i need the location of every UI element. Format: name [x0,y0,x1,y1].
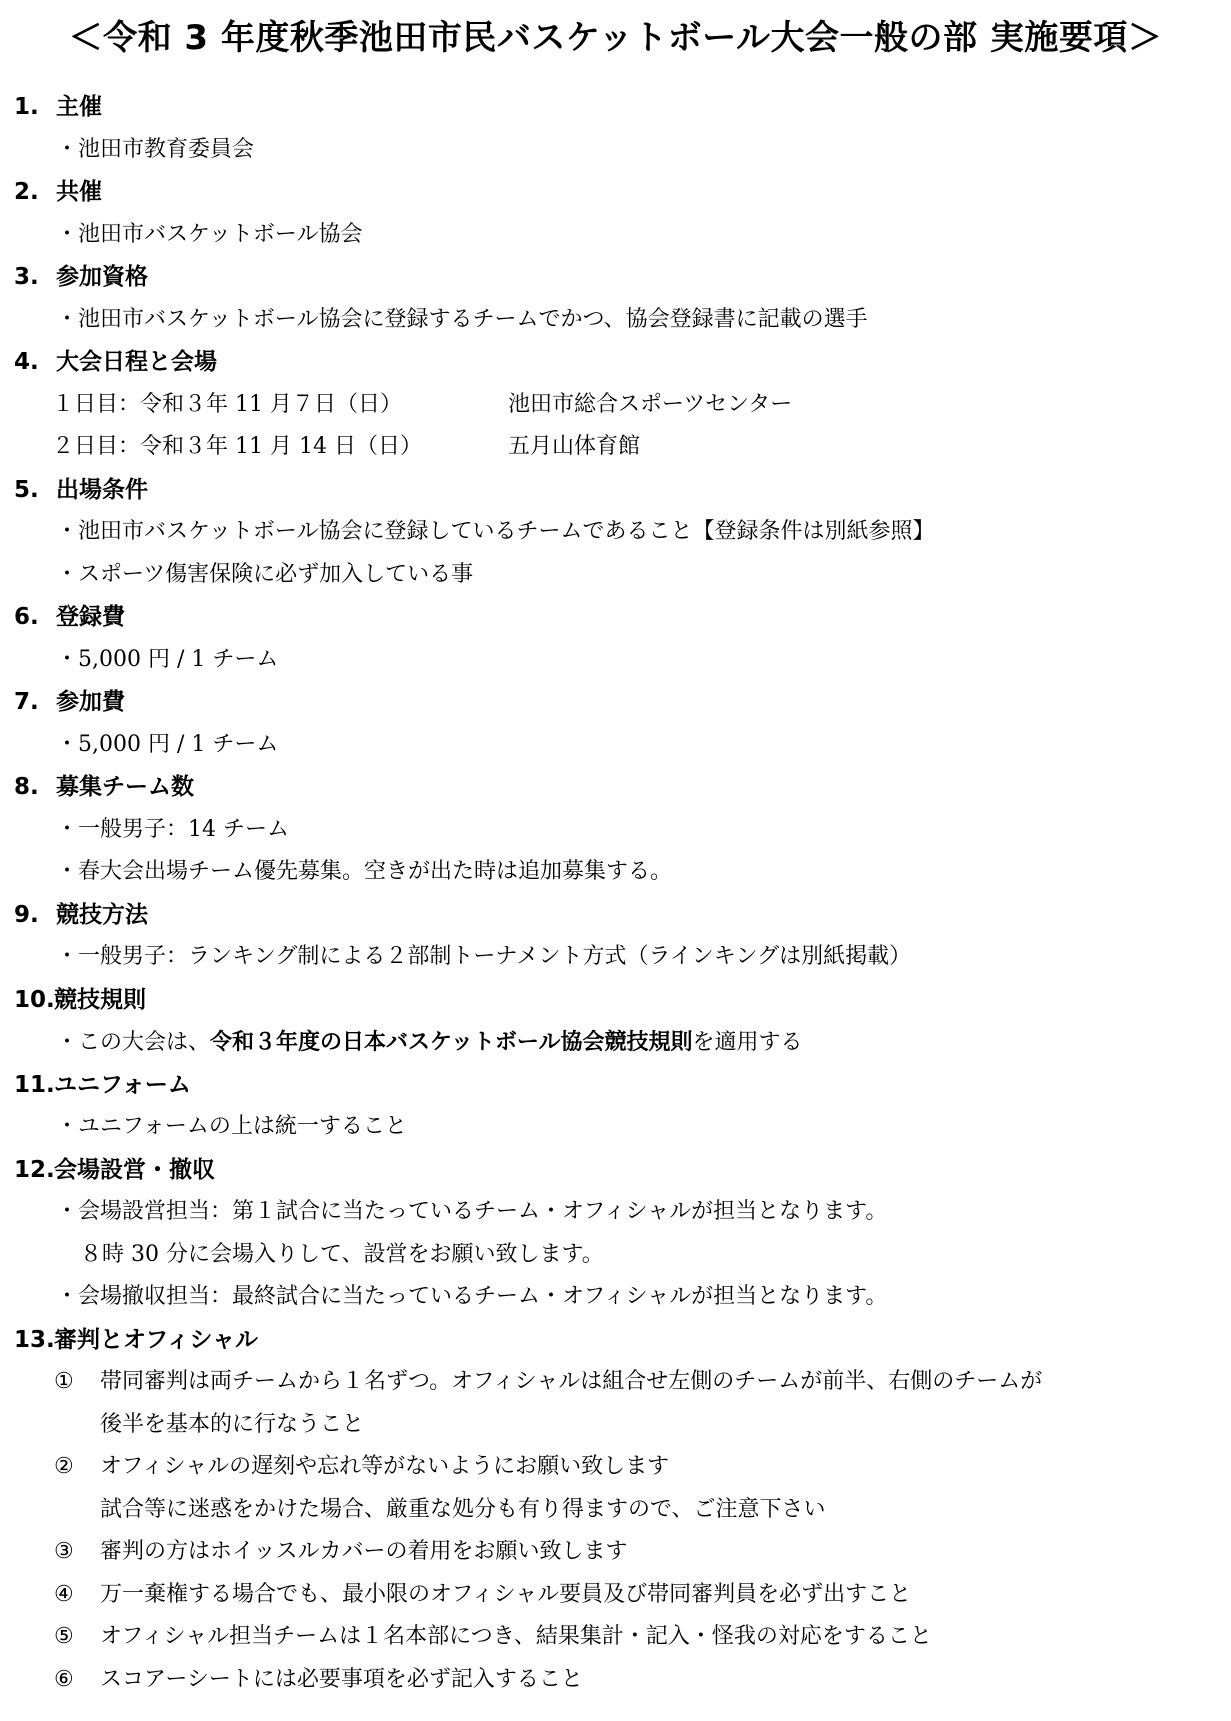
schedule-day: １日目：令和３年 11 月７日（日） [52,391,402,417]
section-label: 登録費 [56,604,125,630]
section-label: 出場条件 [56,476,148,503]
section-heading-3 [14,256,1214,299]
section-number: 11. [14,1071,55,1098]
bullet: ・ [56,1284,79,1309]
item-text: 5,000 円 / 1 チーム [78,731,279,757]
section-label: 会場設営・撤収 [54,1156,215,1183]
list-item [14,1276,1214,1319]
bullet: ・ [56,816,79,842]
item-text: 会場撤収担当：最終試合に当たっているチーム・オフィシャルが担当となります。 [78,1284,888,1309]
item-text: 池田市バスケットボール協会に登録しているチームであること【登録条件は別紙参照】 [78,519,935,544]
circled-number: ③ [54,1539,74,1564]
list-item [14,511,1214,554]
item-text-pre: この大会は、 [78,1030,211,1055]
section-heading-4 [14,341,1214,384]
item-text: スポーツ傷害保険に必ず加入している事 [78,561,474,587]
item-text-post: を適用する [692,1030,803,1055]
section-heading-11 [14,1064,1214,1107]
circled-number: ② [54,1454,74,1479]
item-text: 池田市バスケットボール協会 [78,221,363,247]
section-number: 10. [14,986,55,1013]
item-text: 試合等に迷惑をかけた場合、厳重な処分も有り得ますので、ご注意下さい [100,1496,826,1522]
list-item [14,1021,1214,1064]
section-number: 2. [14,179,39,205]
bullet: ・ [56,519,79,544]
circled-number: ⑤ [54,1624,74,1649]
bullet: ・ [56,1114,79,1139]
list-item [14,554,1214,597]
rule-name: 令和３年度の日本バスケットボール協会競技規則 [210,1029,693,1055]
section-heading-7 [14,681,1214,724]
page-title: ＜令和 3 年度秋季池田市民バスケットボール大会一般の部 実施要項＞ [68,18,1163,58]
circled-number: ① [54,1369,74,1394]
list-item-continuation [14,1234,1214,1277]
section-number: 7. [14,689,39,715]
numbered-item-continuation [14,1489,1214,1532]
item-text: 池田市教育委員会 [78,136,255,162]
list-item [14,851,1214,894]
numbered-item-3 [14,1531,1214,1574]
list-item [14,809,1214,852]
item-text: オフィシャルの遅刻や忘れ等がないようにお願い致します [100,1454,670,1479]
section-heading-1 [14,86,1214,129]
item-text: 春大会出場チーム優先募集。空きが出た時は追加募集する。 [78,859,673,884]
list-item [14,129,1214,172]
list-item [14,1191,1214,1234]
item-text: ８時 30 分に会場入りして、設営をお願い致します。 [80,1241,604,1267]
item-text: 一般男子：14 チーム [78,816,289,842]
section-number: 6. [14,604,39,630]
section-number: 8. [14,774,39,800]
section-heading-6 [14,596,1214,639]
section-label: 大会日程と会場 [56,349,217,375]
numbered-item-2 [14,1446,1214,1489]
section-label: 共催 [56,179,102,205]
bullet: ・ [56,1199,79,1224]
item-text: 会場設営担当：第１試合に当たっているチーム・オフィシャルが担当となります。 [78,1199,888,1224]
numbered-item-1 [14,1361,1214,1404]
schedule-venue: 池田市総合スポーツセンター [508,391,793,417]
item-text: 万一棄権する場合でも、最小限のオフィシャル要員及び帯同審判員を必ず出すこと [100,1581,912,1607]
bullet: ・ [56,944,79,969]
schedule-row [14,384,1214,427]
item-text: 帯同審判は両チームから１名ずつ。オフィシャルは組合せ左側のチームが前半、右側のチームが [100,1369,1043,1394]
item-text: オフィシャル担当チームは１名本部につき、結果集計・記入・怪我の対応をすること [100,1624,932,1649]
item-text: 池田市バスケットボール協会に登録するチームでかつ、協会登録書に記載の選手 [78,306,868,332]
section-heading-2 [14,171,1214,214]
bullet: ・ [56,136,79,162]
circled-number: ④ [54,1581,74,1607]
numbered-item-4 [14,1574,1214,1617]
circled-number: ⑥ [54,1666,74,1692]
section-label: 競技方法 [56,901,148,928]
section-number: 3. [14,264,39,290]
numbered-item-continuation [14,1404,1214,1447]
item-text: 後半を基本的に行なうこと [100,1411,365,1437]
item-text: 5,000 円 / 1 チーム [78,646,279,672]
list-item [14,214,1214,257]
item-text: スコアーシートには必要事項を必ず記入すること [100,1666,583,1692]
item-text: 一般男子：ランキング制による２部制トーナメント方式（ラインキングは別紙掲載） [78,944,912,969]
list-item [14,936,1214,979]
section-number: 1. [14,94,39,120]
bullet: ・ [56,561,79,587]
item-text: 審判の方はホイッスルカバーの着用をお願い致します [100,1539,628,1564]
numbered-item-6 [14,1659,1214,1702]
section-label: 参加資格 [56,264,148,290]
list-item [14,1106,1214,1149]
list-item [14,299,1214,342]
schedule-day: ２日目：令和３年 11 月 14 日（日） [52,434,422,459]
document-body [14,86,1214,1701]
bullet: ・ [56,646,79,672]
schedule-venue: 五月山体育館 [508,434,641,459]
section-label: ユニフォーム [54,1071,191,1098]
section-label: 参加費 [56,689,125,715]
section-heading-9 [14,894,1214,937]
bullet: ・ [56,731,79,757]
section-heading-13 [14,1319,1214,1362]
bullet: ・ [56,859,79,884]
section-number: 5. [14,476,39,503]
section-label: 競技規則 [54,986,146,1013]
list-item [14,639,1214,682]
section-label: 主催 [56,94,102,120]
bullet: ・ [56,306,79,332]
item-text: ユニフォームの上は統一すること [78,1114,407,1139]
section-label: 募集チーム数 [56,774,194,800]
section-number: 13. [14,1326,55,1353]
list-item [14,724,1214,767]
section-heading-10 [14,979,1214,1022]
section-label: 審判とオフィシャル [54,1326,259,1353]
section-heading-8 [14,766,1214,809]
section-number: 4. [14,349,39,375]
section-number: 9. [14,901,39,928]
bullet: ・ [56,1030,79,1055]
schedule-row [14,426,1214,469]
section-number: 12. [14,1156,55,1183]
bullet: ・ [56,221,79,247]
numbered-item-5 [14,1616,1214,1659]
section-heading-12 [14,1149,1214,1192]
section-heading-5 [14,469,1214,512]
